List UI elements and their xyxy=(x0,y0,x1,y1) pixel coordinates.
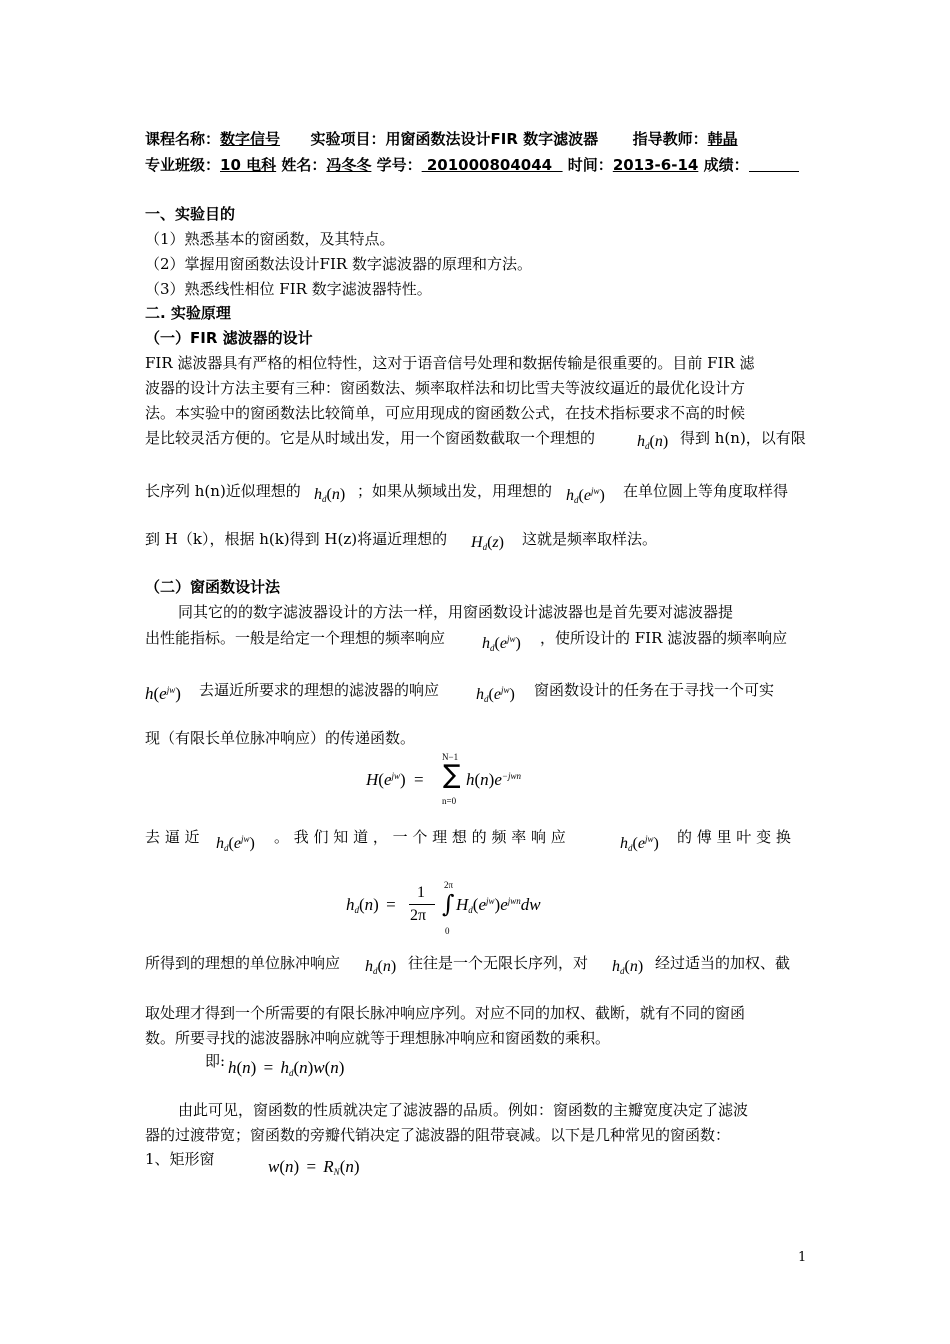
time-value: 2013-6-14 xyxy=(612,156,699,174)
formula-window-product: $h(n) = h_d(n)w(n)$ xyxy=(228,1058,345,1078)
fraction-bar xyxy=(409,904,435,905)
objective-item-3: （3）熟悉线性相位 FIR 数字滤波器特性。 xyxy=(145,280,432,298)
para-1-line-4b: 得到 h(n)，以有限 xyxy=(680,429,806,447)
formula-Hd-z: $H_d(z)$ xyxy=(471,534,504,552)
formula-hd-ejw-5: $h_d(e^{jw})$ xyxy=(620,834,659,853)
teacher-value: 韩晶 xyxy=(707,130,738,148)
score-label: 成绩： xyxy=(703,156,749,174)
objective-item-1: （1）熟悉基本的窗函数，及其特点。 xyxy=(145,230,395,248)
formula-hd-n-2: $h_d(n)$ xyxy=(314,486,346,504)
header-line-1 xyxy=(145,128,738,149)
formula-hd-ejw-1: $h_d(e^{jw})$ xyxy=(566,486,605,505)
course-label: 课程名称： xyxy=(145,130,221,148)
para-2-line-1: 同其它的的数字滤波器设计的方法一样，用窗函数设计滤波器也是首先要对滤波器提 xyxy=(178,603,734,621)
para-4-line-1b: 往往是一个无限长序列，对 xyxy=(408,954,589,972)
sum-sign: ∑ xyxy=(443,760,461,790)
formula-hd-n-4: $h_d(n)$ xyxy=(612,958,644,976)
para-2-line-3a: 去逼近所要求的理想的滤波器的响应 xyxy=(199,681,440,699)
para-1-line-2: 波器的设计方法主要有三种：窗函数法、频率取样法和切比雪夫等波纹逼近的最优化设计方 xyxy=(145,379,746,397)
para-3-a: 去 逼 近 xyxy=(145,828,200,846)
para-1-line-5a: 长序列 h(n)近似理想的 xyxy=(145,482,301,500)
para-1-line-6a: 到 H（k），根据 h(k)得到 H(z)将逼近理想的 xyxy=(145,530,448,548)
name-value: 冯冬冬 xyxy=(326,156,372,174)
formula-hd-n-3: $h_d(n)$ xyxy=(365,958,397,976)
formula-inverse-rhs: $H_d(e^{jw})e^{jwn}dw$ xyxy=(456,895,541,915)
formula-transfer-rhs: $h(n)e^{-jwn}$ xyxy=(466,770,521,789)
para-4-line-1a: 所得到的理想的单位脉冲响应 xyxy=(145,954,341,972)
section-1-title: 一、实验目的 xyxy=(145,205,236,223)
time-label: 时间： xyxy=(567,156,613,174)
teacher-label: 指导教师： xyxy=(632,130,708,148)
para-5-line-1: 由此可见，窗函数的性质就决定了滤波器的品质。例如：窗函数的主瓣宽度决定了滤波 xyxy=(178,1101,749,1119)
section-2-title: 二. 实验原理 xyxy=(145,304,231,322)
formula-h-ejw: $h(e^{jw})$ xyxy=(145,684,181,703)
formula-hd-ejw-2: $h_d(e^{jw})$ xyxy=(482,634,521,653)
para-1-line-1: FIR 滤波器具有严格的相位特性，这对于语音信号处理和数据传输是很重要的。目前 FIR 滤 xyxy=(145,354,755,372)
name-label: 姓名： xyxy=(281,156,327,174)
score-blank xyxy=(749,156,799,172)
para-4-line-1c: 经过适当的加权、截 xyxy=(655,954,791,972)
id-value: 201000804044 xyxy=(421,156,563,174)
sum-lower-limit: n=0 xyxy=(442,796,457,806)
para-3-c: 的 傅 里 叶 变 换 xyxy=(677,828,791,846)
para-4-ji: 即: xyxy=(205,1052,226,1070)
para-2-line-2a: 出性能指标。一般是给定一个理想的频率响应 xyxy=(145,629,446,647)
page-number: 1 xyxy=(798,1250,807,1265)
course-value: 数字信号 xyxy=(220,130,281,148)
formula-hd-ejw-3: $h_d(e^{jw})$ xyxy=(476,685,515,704)
para-1-line-3: 法。本实验中的窗函数法比较简单，可应用现成的窗函数公式，在技术指标要求不高的时候 xyxy=(145,404,746,422)
sum-upper-limit: N−1 xyxy=(442,752,459,762)
para-1-line-5c: 在单位圆上等角度取样得 xyxy=(623,482,789,500)
fraction-denominator: 2π xyxy=(410,907,427,924)
para-1-line-6b: 这就是频率取样法。 xyxy=(522,530,658,548)
integral-sign: ∫ xyxy=(442,890,455,918)
formula-hd-ejw-4: $h_d(e^{jw})$ xyxy=(216,834,255,853)
para-1-line-4a: 是比较灵活方便的。它是从时域出发，用一个窗函数截取一个理想的 xyxy=(145,429,596,447)
formula-inverse-lhs: $h_d(n)$ = xyxy=(346,895,396,915)
para-3-b: 。 我 们 知 道 ， 一 个 理 想 的 频 率 响 应 xyxy=(274,828,566,846)
integral-lower-limit: 0 xyxy=(445,926,450,936)
formula-rect-window: $w(n) = R_N(n)$ xyxy=(268,1157,360,1177)
header-line-2 xyxy=(145,154,799,175)
para-4-line-3: 数。所要寻找的滤波器脉冲响应就等于理想脉冲响应和窗函数的乘积。 xyxy=(145,1029,611,1047)
para-2-line-2b: ，使所设计的 FIR 滤波器的频率响应 xyxy=(540,629,788,647)
formula-hd-n-1: $h_d(n)$ xyxy=(637,433,669,451)
formula-transfer-function: $H(e^{jw})$ = xyxy=(366,770,424,789)
subsection-1-title: （一）FIR 滤波器的设计 xyxy=(145,329,313,347)
para-2-line-3b: 窗函数设计的任务在于寻找一个可实 xyxy=(534,681,775,699)
para-2-line-4: 现（有限长单位脉冲响应）的传递函数。 xyxy=(145,729,416,747)
class-value: 10 电科 xyxy=(220,156,277,174)
para-5-line-2: 器的过渡带宽；窗函数的旁瓣代销决定了滤波器的阻带衰减。以下是几种常见的窗函数： xyxy=(145,1126,731,1144)
project-label: 实验项目： xyxy=(310,130,386,148)
rect-window-label: 1、矩形窗 xyxy=(145,1150,215,1168)
para-1-line-5b: ；如果从频域出发，用理想的 xyxy=(357,482,553,500)
project-value: 用窗函数法设计FIR 数字滤波器 xyxy=(385,130,599,148)
para-4-line-2: 取处理才得到一个所需要的有限长脉冲响应序列。对应不同的加权、截断，就有不同的窗函 xyxy=(145,1004,746,1022)
integral-upper-limit: 2π xyxy=(444,880,454,890)
subsection-2-title: （二）窗函数设计法 xyxy=(145,578,281,596)
class-label: 专业班级： xyxy=(145,156,221,174)
fraction-numerator: 1 xyxy=(417,884,425,901)
id-label: 学号： xyxy=(376,156,422,174)
objective-item-2: （2）掌握用窗函数法设计FIR 数字滤波器的原理和方法。 xyxy=(145,255,532,273)
